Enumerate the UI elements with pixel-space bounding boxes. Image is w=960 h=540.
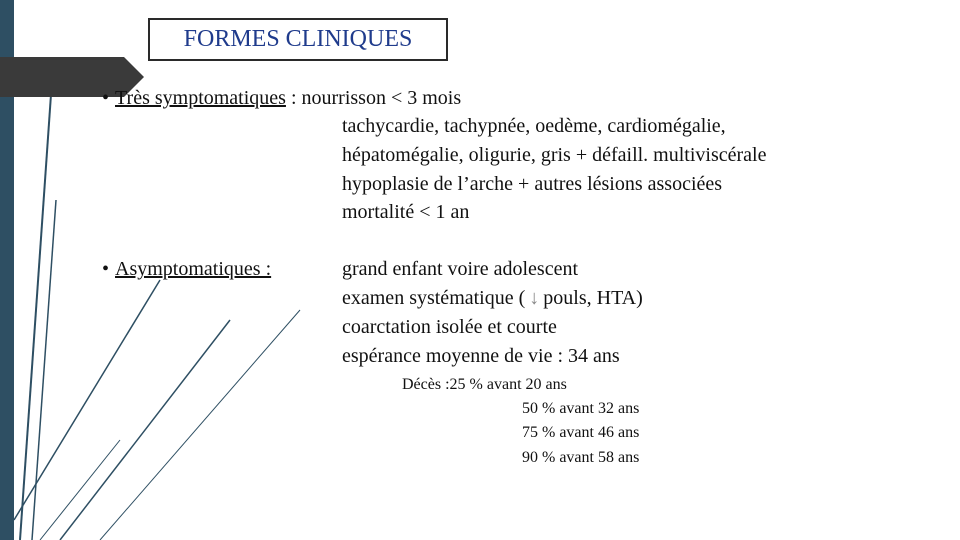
decor-line xyxy=(40,440,120,540)
section1-line: hépatomégalie, oligurie, gris + défaill. multiviscérale xyxy=(342,144,767,166)
decor-line xyxy=(100,310,300,540)
section1-line: tachycardie, tachypnée, oedème, cardiomégalie, xyxy=(342,115,726,137)
section1-line: hypoplasie de l’arche + autres lésions associées xyxy=(342,173,723,195)
bullet: • xyxy=(102,87,110,109)
section1-header xyxy=(102,88,461,108)
section2-exam-line xyxy=(342,288,643,308)
section1-label: Très symptomatiques xyxy=(115,87,286,109)
section2-header xyxy=(102,259,271,279)
section1-line: mortalité < 1 an xyxy=(342,201,470,223)
exam-suffix: pouls, HTA) xyxy=(543,287,643,309)
deaths-line: 50 % avant 32 ans xyxy=(522,400,640,417)
section1-line: nourrisson < 3 mois xyxy=(301,87,462,109)
decor-line xyxy=(60,320,230,540)
down-arrow-icon: ↓ xyxy=(529,287,540,309)
section2-line: grand enfant voire adolescent xyxy=(342,258,579,280)
section2-line: coarctation isolée et courte xyxy=(342,316,557,338)
section1-separator: : xyxy=(285,87,302,109)
bullet: • xyxy=(102,258,110,280)
deaths-line: Décès :25 % avant 20 ans xyxy=(402,376,567,393)
deaths-line: 90 % avant 58 ans xyxy=(522,449,640,466)
section2-line: espérance moyenne de vie : 34 ans xyxy=(342,345,620,367)
decor-line xyxy=(20,80,52,540)
exam-prefix: examen systématique ( xyxy=(342,287,526,309)
page-title: FORMES CLINIQUES xyxy=(148,18,448,61)
decor-line xyxy=(32,200,56,540)
section2-label: Asymptomatiques : xyxy=(115,258,272,280)
deaths-line: 75 % avant 46 ans xyxy=(522,424,640,441)
